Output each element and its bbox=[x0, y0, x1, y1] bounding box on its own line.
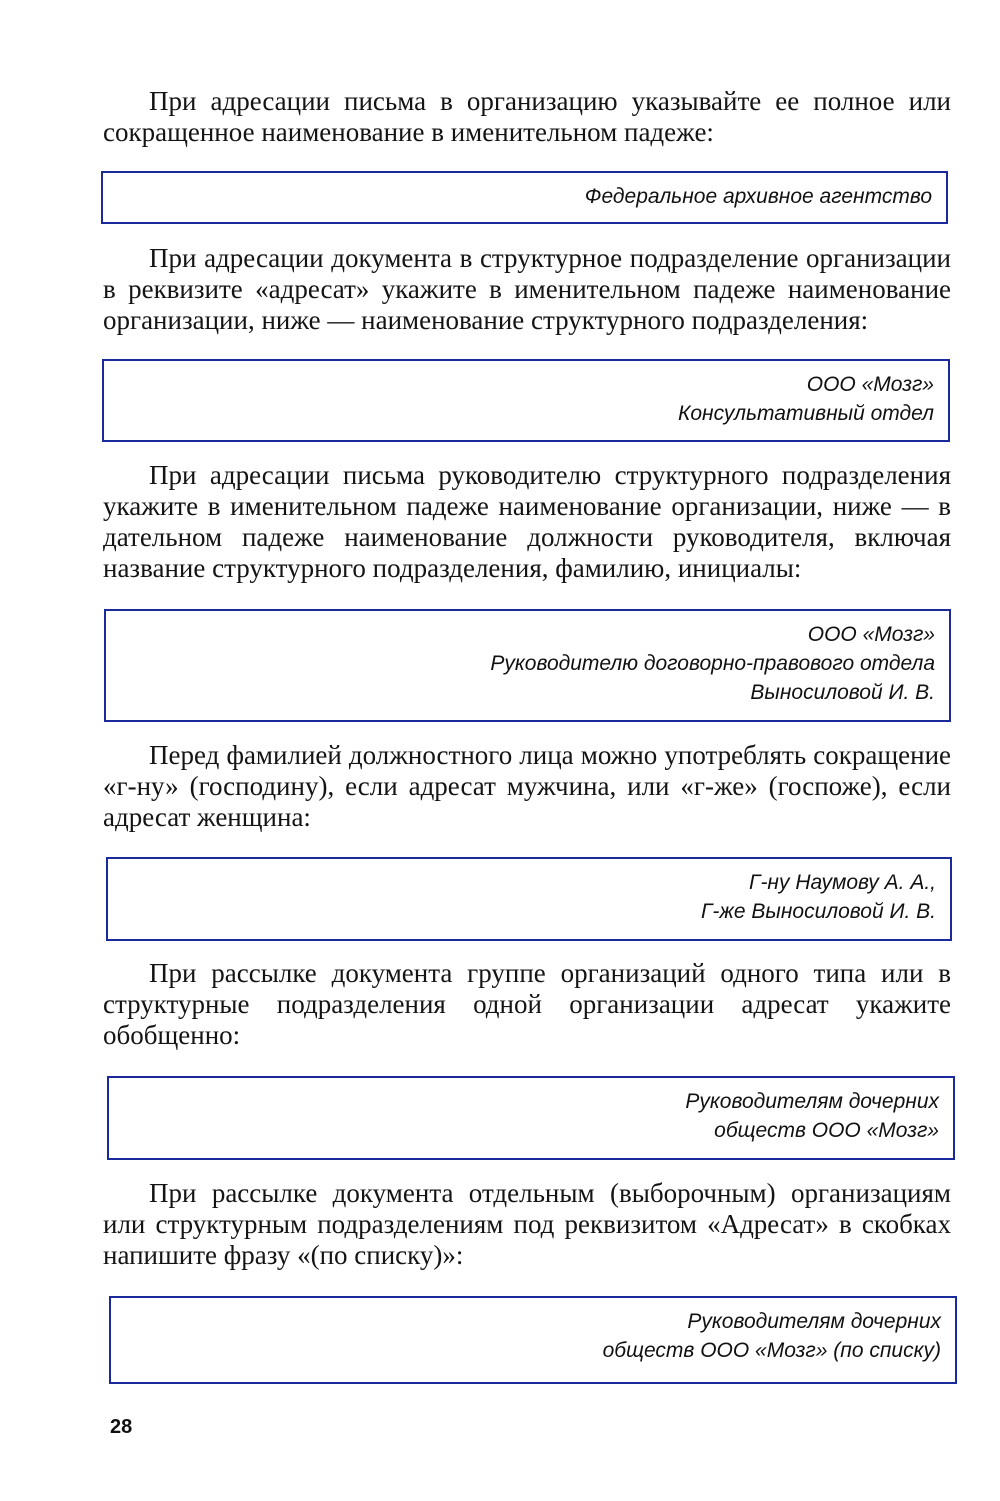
example-line: Консультативный отдел bbox=[678, 402, 934, 425]
example-line: ООО «Мозг» bbox=[807, 623, 935, 646]
paragraph-2: При адресации документа в структурное подразделение организации в реквизите «адресат» укажите в именительном падеже наименование организации, ниже — наименование структурного подразделения: bbox=[103, 243, 951, 335]
paragraph-6: При рассылке документа отдельным (выборочным) организациям или структурным подразделениям под реквизитом «Адресат» в скобках напишите фразу «(по списку)»: bbox=[103, 1178, 951, 1270]
example-box-3 bbox=[104, 609, 951, 722]
example-line: Выносиловой И. В. bbox=[750, 681, 935, 704]
example-box-2 bbox=[102, 359, 950, 442]
example-line: Руководителю договорно-правового отдела bbox=[490, 652, 935, 675]
paragraph-1: При адресации письма в организацию указывайте ее полное или сокращенное наименование в именительном падеже: bbox=[103, 86, 951, 147]
page-number: 28 bbox=[110, 1416, 133, 1438]
example-line: обществ ООО «Мозг» (по списку) bbox=[602, 1339, 941, 1362]
example-line: обществ ООО «Мозг» bbox=[714, 1119, 939, 1142]
example-box-1 bbox=[101, 171, 948, 224]
example-line: Федеральное архивное агентство bbox=[584, 185, 932, 208]
example-box-6 bbox=[109, 1296, 957, 1384]
example-box-5 bbox=[107, 1076, 955, 1160]
paragraph-4: Перед фамилией должностного лица можно употреблять сокращение «г-ну» (господину), если адресат мужчина, или «г-же» (госпоже), если адресат женщина: bbox=[103, 740, 951, 832]
example-line: Руководителям дочерних bbox=[687, 1310, 941, 1333]
example-line: Г-ну Наумову А. А., bbox=[749, 871, 936, 894]
paragraph-3: При адресации письма руководителю структурного подразделения укажите в именительном падеже наименование организации, ниже — в дательном падеже наименование должности руководителя, включая название структурного подразделения, фамилию, инициалы: bbox=[103, 460, 951, 583]
example-line: Руководителям дочерних bbox=[685, 1090, 939, 1113]
example-line: Г-же Выносиловой И. В. bbox=[701, 900, 936, 923]
paragraph-5: При рассылке документа группе организаций одного типа или в структурные подразделения одной организации адресат укажите обобщенно: bbox=[103, 958, 951, 1050]
example-line: ООО «Мозг» bbox=[806, 373, 934, 396]
example-box-4 bbox=[106, 857, 952, 941]
